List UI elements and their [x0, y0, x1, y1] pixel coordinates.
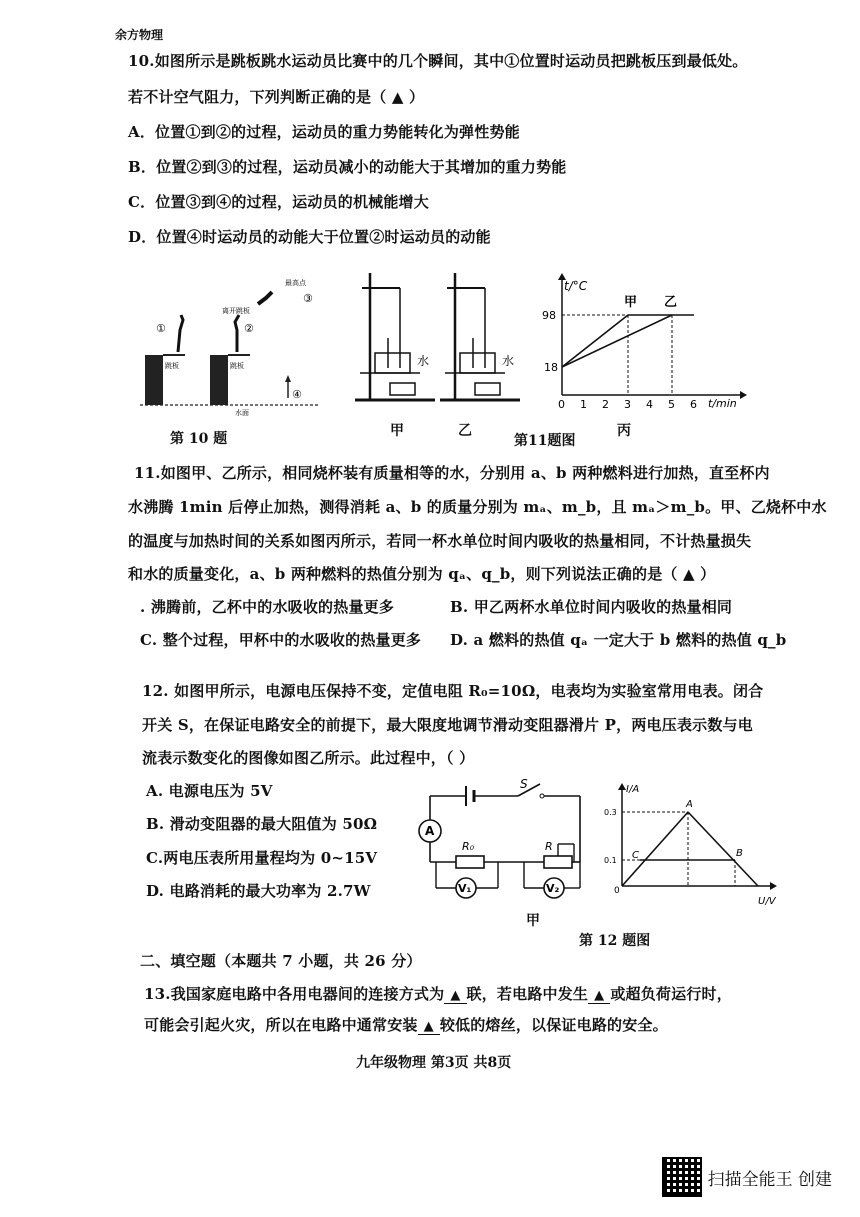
q11-stem-line4: 和水的质量变化，a、b 两种燃料的热值分别为 qₐ、q_b，则下列说法正确的是（ ▲ ） [128, 565, 716, 583]
q10-caption: 第 10 题 [170, 431, 228, 447]
series-label-yi: 乙 [664, 295, 678, 310]
label-v1: V₁ [458, 882, 472, 895]
q11-stem-line3: 的温度与加热时间的关系如图丙所示，若同一杯水单位时间内吸收的热量相同，不计热量损失 [128, 532, 752, 550]
x-axis-label: t/min [708, 397, 737, 410]
text-highest-point: 最高点 [285, 279, 306, 287]
origin-label: 0 [614, 886, 620, 896]
line-v2 [688, 812, 758, 886]
q13-blank-1: ▲ [444, 988, 466, 1004]
label-r0: R₀ [462, 840, 475, 853]
x-tick-2: 2 [602, 398, 609, 411]
q13-blank-3: ▲ [418, 1019, 440, 1035]
q12-stem-line2: 开关 S，在保证电路安全的前提下，最大限度地调节滑动变阻器滑片 P，两电压表示数与电 [142, 716, 753, 734]
q12-stem-line3: 流表示数变化的图像如图乙所示。此过程中，（ ） [142, 749, 475, 767]
q10-diving-figure [140, 270, 325, 420]
x-tick-3: 3 [624, 398, 631, 411]
q12-option-a: A. 电源电压为 5V [146, 782, 273, 800]
page-header: 余方物理 [115, 28, 164, 42]
y-tick-03: 0.3 [604, 808, 617, 817]
q11-fig-jia-label: 甲 [390, 423, 404, 439]
q10-stem-line2: 若不计空气阻力，下列判断正确的是（ ▲ ） [128, 88, 425, 106]
watermark-text: 扫描全能王 创建 [707, 1169, 832, 1190]
q11-option-a: . 沸腾前，乙杯中的水吸收的热量更多 [140, 598, 395, 616]
q11-option-b: B. 甲乙两杯水单位时间内吸收的热量相同 [450, 598, 733, 616]
q12-iu-graph [600, 780, 785, 910]
water-label-yi: 水 [502, 354, 515, 368]
q10-option-a: A．位置①到②的过程，运动员的重力势能转化为弹性势能 [128, 123, 520, 141]
q13-line2 [144, 1014, 668, 1035]
q13-blank-2: ▲ [588, 988, 610, 1004]
point-b: B [736, 848, 743, 859]
y-axis-label: I/A [626, 784, 640, 795]
q10-option-c: C．位置③到④的过程，运动员的机械能增大 [128, 193, 429, 211]
q11-stem-line1: 11.如图甲、乙所示，相同烧杯装有质量相等的水，分别用 a、b 两种燃料进行加热，直至杯内 [134, 464, 770, 482]
text-board-2: 跳板 [230, 362, 244, 370]
x-tick-5: 5 [668, 398, 675, 411]
y-axis-label: t/°C [564, 279, 588, 293]
x-tick-4: 4 [646, 398, 653, 411]
q12-option-b: B. 滑动变阻器的最大阻值为 50Ω [146, 815, 378, 833]
x-tick-6: 6 [690, 398, 697, 411]
resistor-r0 [456, 856, 484, 868]
q11-temperature-graph [540, 270, 750, 420]
label-2: ② [244, 322, 254, 335]
q13-text-2a: 可能会引起火灾，所以在电路中通常安装 [144, 1016, 418, 1034]
q11-stem-line2: 水沸腾 1min 后停止加热，测得消耗 a、b 的质量分别为 mₐ、m_b，且 mₐ＞m_b。甲、乙烧杯中水 [128, 498, 827, 516]
q10-stem-line1: 10.如图所示是跳板跳水运动员比赛中的几个瞬间，其中①位置时运动员把跳板压到最低处。 [128, 52, 748, 70]
series-label-jia: 甲 [624, 295, 638, 310]
water-label-jia: 水 [417, 354, 430, 368]
q11-option-c: C. 整个过程，甲杯中的水吸收的热量更多 [140, 631, 422, 649]
q11-apparatus-figure [350, 268, 525, 410]
x-axis-label: U/V [758, 896, 776, 907]
q13-text-1c: 或超负荷运行时， [610, 985, 732, 1003]
line-v1 [622, 812, 688, 886]
board-base-2 [210, 355, 228, 405]
label-4: ④ [292, 388, 302, 401]
q10-option-d: D．位置④时运动员的动能大于位置②时运动员的动能 [128, 228, 491, 246]
q13-line1 [144, 983, 732, 1004]
text-leave-board: 离开跳板 [222, 307, 250, 315]
q13-text-2b: 较低的熔丝，以保证电路的安全。 [439, 1016, 668, 1034]
text-water-surface: 水面 [235, 409, 249, 417]
q12-stem-line1: 12. 如图甲所示，电源电压保持不变，定值电阻 R₀=10Ω，电表均为实验室常用电表。闭合 [142, 682, 764, 700]
board-base-1 [145, 355, 163, 405]
scanner-watermark [662, 1157, 832, 1197]
label-s: S [520, 778, 528, 791]
q11-option-d: D. a 燃料的热值 qₐ 一定大于 b 燃料的热值 q_b [450, 631, 787, 649]
x-tick-0: 0 [558, 398, 565, 411]
q12-circuit-diagram [408, 778, 588, 918]
y-tick-01: 0.1 [604, 856, 617, 865]
q12-option-d: D. 电路消耗的最大功率为 2.7W [146, 882, 371, 900]
point-a: A [686, 799, 693, 810]
qr-code-icon [662, 1157, 702, 1197]
label-v2: V₂ [546, 882, 560, 895]
q11-fig-yi-label: 乙 [458, 423, 472, 439]
y-tick-18: 18 [544, 361, 558, 374]
q10-option-b: B．位置②到③的过程，运动员减小的动能大于其增加的重力势能 [128, 158, 567, 176]
x-tick-1: 1 [580, 398, 587, 411]
q11-fig-bing-label: 丙 [617, 423, 631, 439]
label-r: R [545, 840, 553, 853]
point-c: C [632, 850, 639, 861]
text-board-1: 跳板 [165, 362, 179, 370]
q12-caption: 第 12 题图 [579, 933, 651, 949]
q13-text-1b: 联，若电路中发生 [466, 985, 589, 1003]
q13-text-1a: 13.我国家庭电路中各用电器间的连接方式为 [144, 985, 445, 1003]
label-1: ① [156, 322, 166, 335]
q12-circuit-label: 甲 [526, 913, 540, 929]
section2-title: 二、填空题（本题共 7 小题，共 26 分） [140, 952, 422, 970]
label-3: ③ [303, 292, 313, 305]
label-a: A [425, 824, 435, 838]
q12-option-c: C.两电压表所用量程均为 0~15V [146, 849, 378, 867]
page-footer: 九年级物理 第3页 共8页 [356, 1055, 512, 1071]
rheostat-r [544, 856, 572, 868]
y-tick-98: 98 [542, 309, 556, 322]
q11-caption: 第11题图 [514, 433, 576, 449]
